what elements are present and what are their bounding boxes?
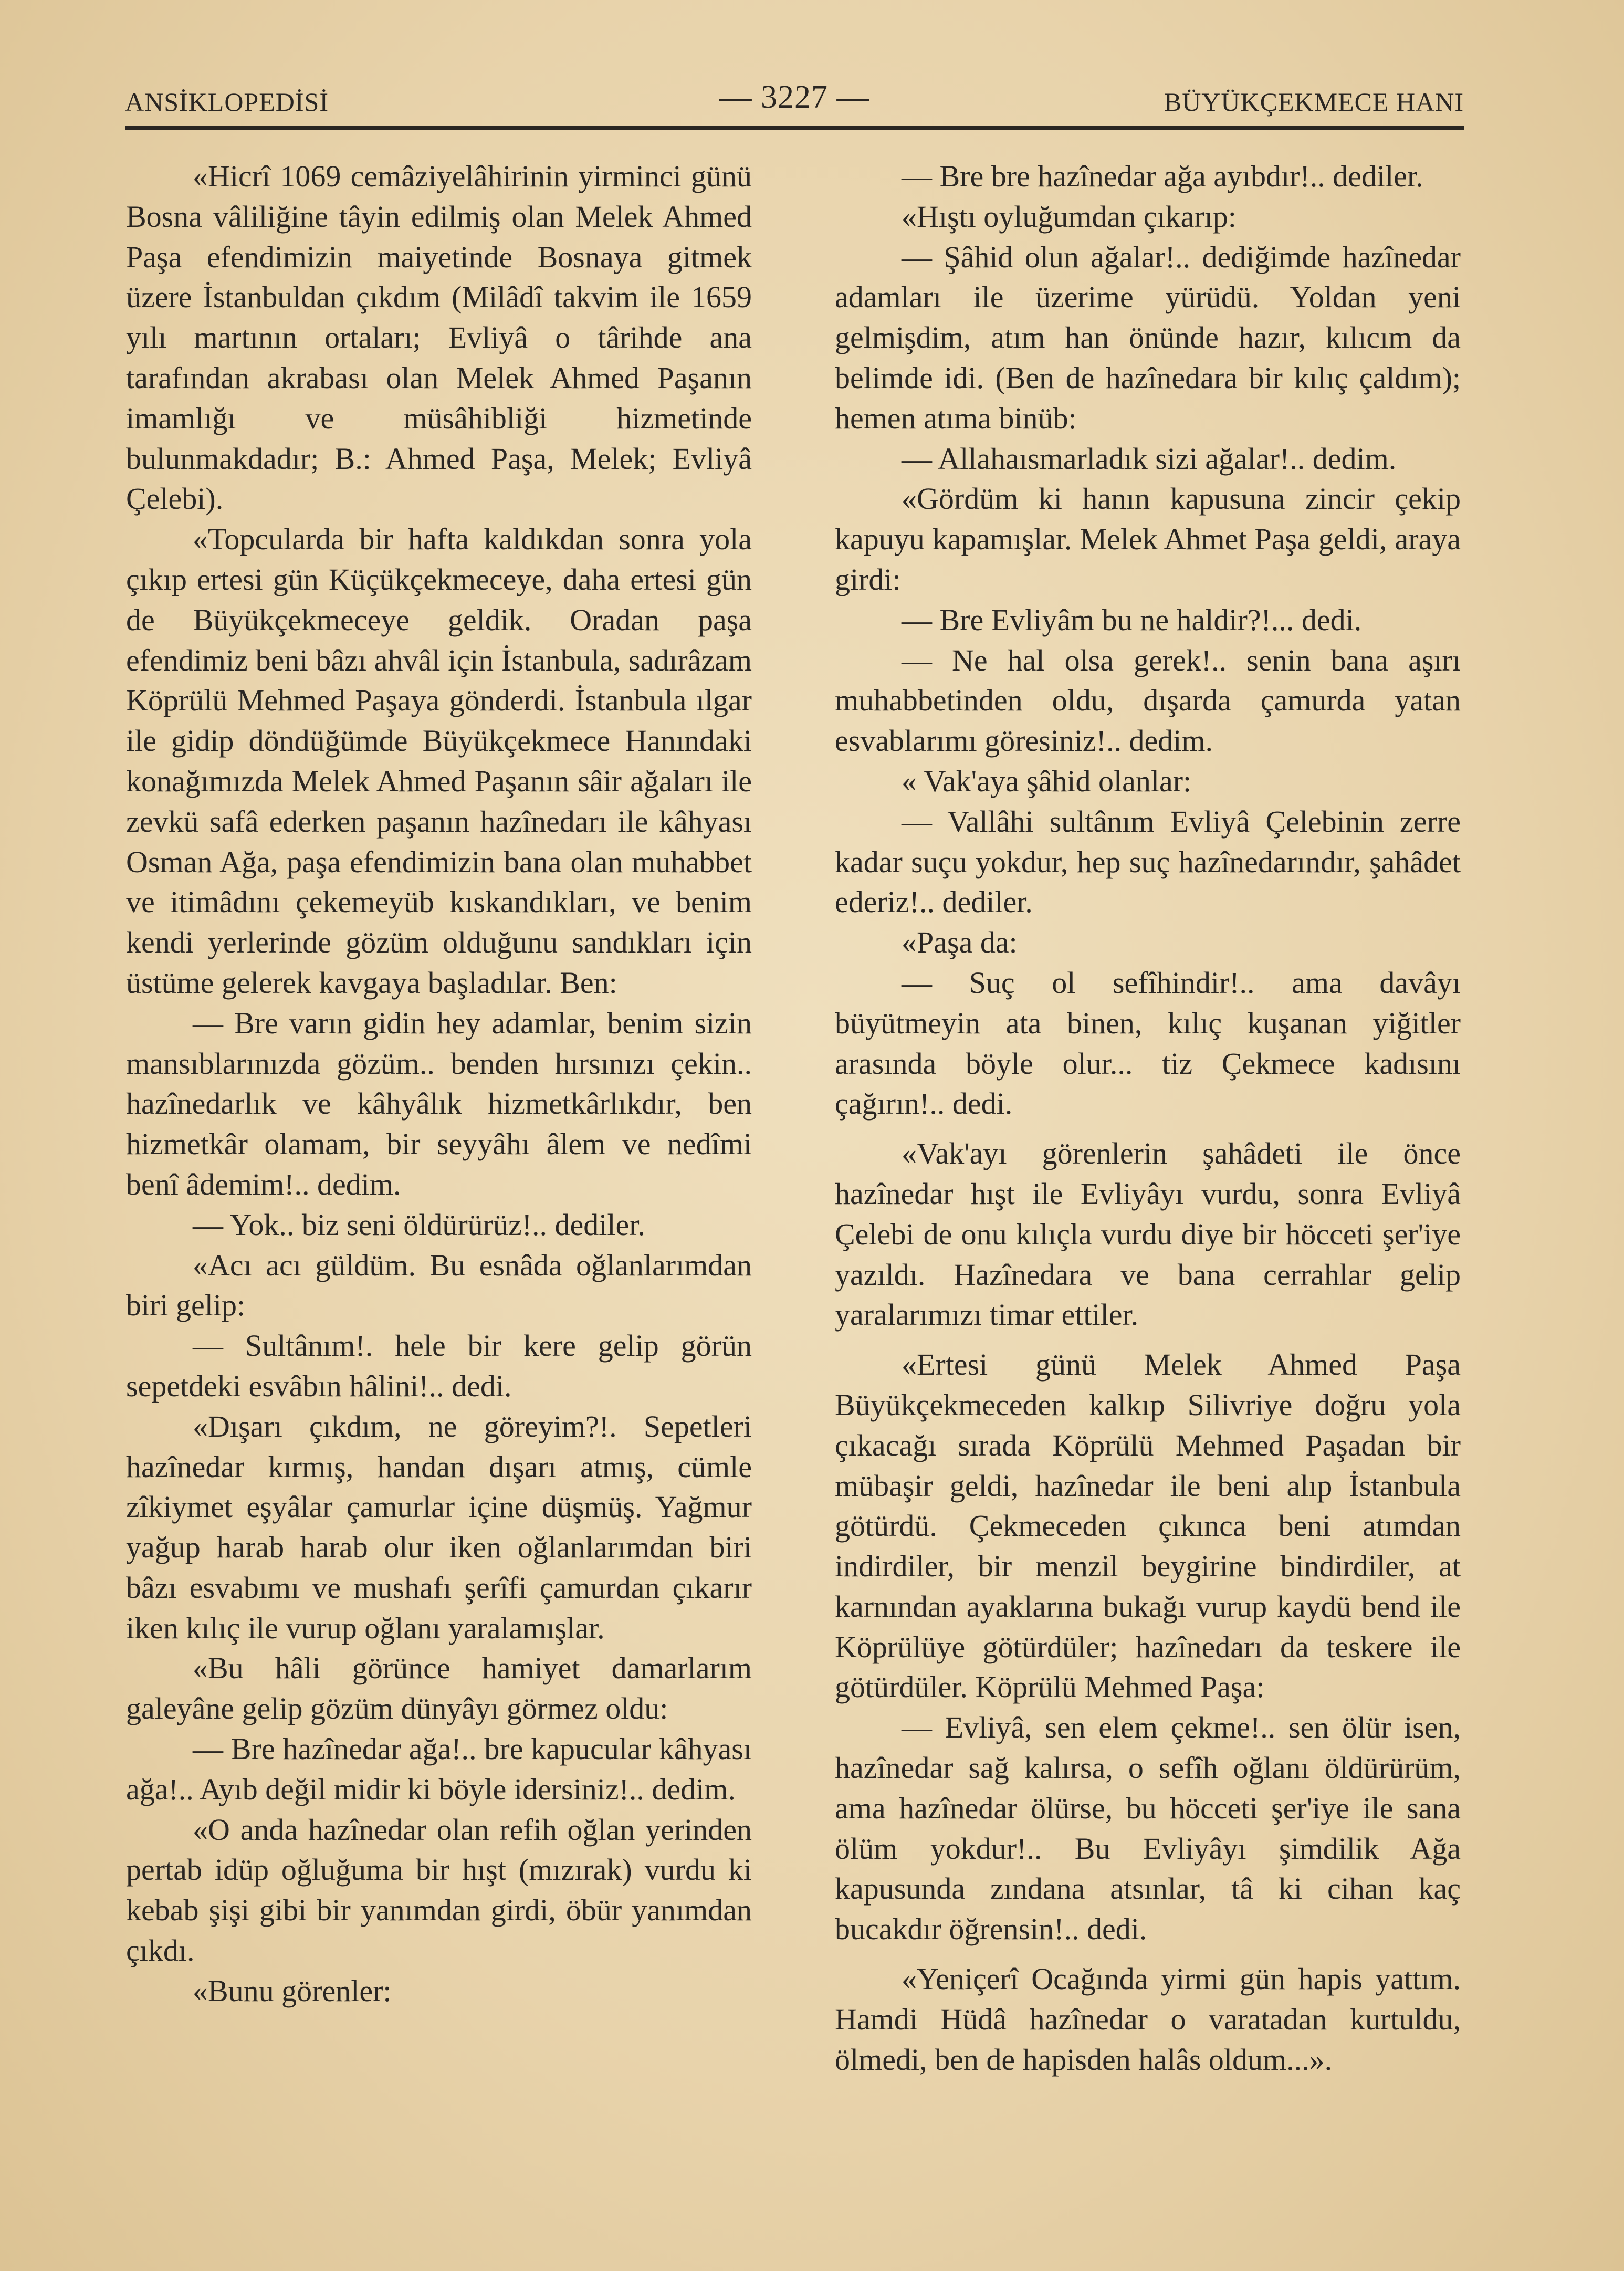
paragraph: — Evliyâ, sen elem çekme!.. sen ölür isen, hazînedar sağ kalırsa, o sefîh oğlanı öldürürüm, ama hazînedar ölürse, bu höcceti şer'iye ile sana ölüm yokdur!.. Bu Evliyâyı şimdilik Ağa kapusunda zındana atsınlar, tâ ki cihan kaç bucakdır öğrensin!.. dedi. (835, 1710, 1461, 1946)
paragraph: — Sultânım!. hele bir kere gelip görün sepetdeki esvâbın hâlini!.. dedi. (126, 1328, 752, 1403)
paragraph: «Hicrî 1069 cemâziyelâhirinin yirminci günü Bosna vâliliğine tâyin edilmiş olan Melek Ahmed Paşa efendimizin maiyetinde Bosnaya gitmek üzere İstanbuldan çıkdım (Milâdî takvim ile 1659 yılı martının ortaları; Evliyâ o târihde ana tarafından akrabası olan Melek Ahmed Paşanın imamlığı ve müsâhibliği hizmetinde bulunmakdadır; B.: Ahmed Paşa, Melek; Evliyâ Çelebi). (126, 159, 752, 516)
paragraph: — Şâhid olun ağalar!.. dediğimde hazînedar adamları ile üzerime yürüdü. Yoldan yeni gelmişdim, atım han önünde hazır, kılıcım da belimde idi. (Ben de hazînedara bir kılıç çaldım); hemen atıma binüb: (835, 239, 1461, 435)
paragraph: «Paşa da: (902, 925, 1018, 960)
paragraph: «Topcularda bir hafta kaldıkdan sonra yola çıkıp ertesi gün Küçükçekmeceye, daha ertesi gün de Büyükçekmeceye geldik. Oradan paşa efendimiz beni bâzı ahvâl için İstanbula, sadırâzam Köprülü Mehmed Paşaya gönderdi. İstanbula ılgar ile gidip döndüğümde Büyükçekmece Hanındaki konağımızda Melek Ahmed Paşanın sâir ağaları ile zevkü safâ ederken paşanın hazînedarı ile kâhyası Osman Ağa, paşa efendimizin bana olan muhabbet ve itimâdını çekemeyüb kıskandıkları, ve benim kendi yerlerinde gözüm olduğunu sandıkları için üstüme gelerek kavgaya başladılar. Ben: (126, 522, 752, 1000)
running-header (125, 79, 1464, 121)
paragraph: «Bu hâli görünce hamiyet damarlarım galeyâne gelip gözüm dünyâyı görmez oldu: (126, 1651, 752, 1726)
paragraph: — Ne hal olsa gerek!.. senin bana aşırı muhabbetinden oldu, dışarda çamurda yatan esvablarımı göresiniz!.. dedim. (835, 643, 1461, 758)
paragraph: «Vak'ayı görenlerin şahâdeti ile önce hazînedar hışt ile Evliyâyı vurdu, sonra Evliyâ Çelebi de onu kılıçla vurdu diye bir höcceti şer'iye yazıldı. Hazînedara ve bana cerrahlar gelip yaralarımızı timar ettiler. (835, 1136, 1461, 1332)
header-rule (125, 126, 1464, 130)
paragraph: — Bre Evliyâm bu ne haldir?!... dedi. (902, 602, 1362, 637)
paragraph: « Vak'aya şâhid olanlar: (902, 763, 1192, 798)
paragraph: — Bre hazînedar ağa!.. bre kapucular kâhyası ağa!.. Ayıb değil midir ki böyle idersiniz!.. dedim. (126, 1732, 752, 1806)
paragraph: — Bre bre hazînedar ağa ayıbdır!.. dediler. (902, 159, 1423, 193)
paragraph: «Hıştı oyluğumdan çıkarıp: (902, 199, 1237, 234)
paragraph: — Allahaısmarladık sizi ağalar!.. dedim. (902, 441, 1397, 476)
paragraph: — Bre varın gidin hey adamlar, benim sizin mansıblarınızda gözüm.. benden hırsınızı çekin.. hazînedarlık ve kâhyâlık hizmetkârlıkdır, ben hizmetkâr olamam, bir seyyâhı âlem ve nedîmi benî âdemim!.. dedim. (126, 1006, 752, 1201)
page-number: — 3227 — (719, 79, 870, 115)
paragraph: — Yok.. biz seni öldürürüz!.. dediler. (193, 1207, 645, 1242)
header-right-title: BÜYÜKÇEKMECE HANI (1164, 87, 1464, 117)
paragraph: «Gördüm ki hanın kapusuna zincir çekip kapuyu kapamışlar. Melek Ahmet Paşa geldi, araya girdi: (835, 482, 1461, 596)
paragraph: «Ertesi günü Melek Ahmed Paşa Büyükçekmeceden kalkıp Silivriye doğru yola çıkacağı sırada Köprülü Mehmed Paşadan bir mübaşir geldi, hazînedar ile beni alıp İstanbula götürdü. Çekmeceden çıkınca beni atımdan indirdiler, bir menzil beygirine bindirdiler, at karnından ayaklarına bukağı vurup kaydü bend ile Köprülüye götürdüler; hazînedarı da teskere ile götürdüler. Köprülü Mehmed Paşa: (835, 1347, 1461, 1704)
paragraph: «Yeniçerî Ocağında yirmi gün hapis yattım. Hamdi Hüdâ hazînedar o varatadan kurtuldu, ölmedi, ben de hapisden halâs oldum...». (835, 1962, 1461, 2077)
left-column (126, 156, 752, 2012)
header-left-title: ANSİKLOPEDİSİ (125, 87, 329, 117)
paragraph: «O anda hazînedar olan refih oğlan yerinden pertab idüp oğluğuma bir hışt (mızırak) vurdu ki kebab şişi gibi bir yanımdan girdi, öbür yanımdan çıkdı. (126, 1812, 752, 1968)
paragraph: — Vallâhi sultânım Evliyâ Çelebinin zerre kadar suçu yokdur, hep suç hazînedarındır, şahâdet ederiz!.. dediler. (835, 804, 1461, 919)
paragraph: «Bunu görenler: (193, 1973, 392, 2008)
right-column (835, 156, 1461, 2080)
paragraph: «Acı acı güldüm. Bu esnâda oğlanlarımdan biri gelip: (126, 1248, 752, 1323)
paragraph: — Suç ol sefîhindir!.. ama davâyı büyütmeyin ata binen, kılıç kuşanan yiğitler arasında böyle olur... tiz Çekmece kadısını çağırın!.. dedi. (835, 965, 1461, 1121)
paragraph: «Dışarı çıkdım, ne göreyim?!. Sepetleri hazînedar kırmış, handan dışarı atmış, cümle zîkiymet eşyâlar çamurlar içine düşmüş. Yağmur yağup harab harab olur iken oğlanlarımdan biri bâzı esvabımı ve mushafı şerîfi çamurdan çıkarır iken kılıç ile vurup oğlanı yaralamışlar. (126, 1409, 752, 1645)
